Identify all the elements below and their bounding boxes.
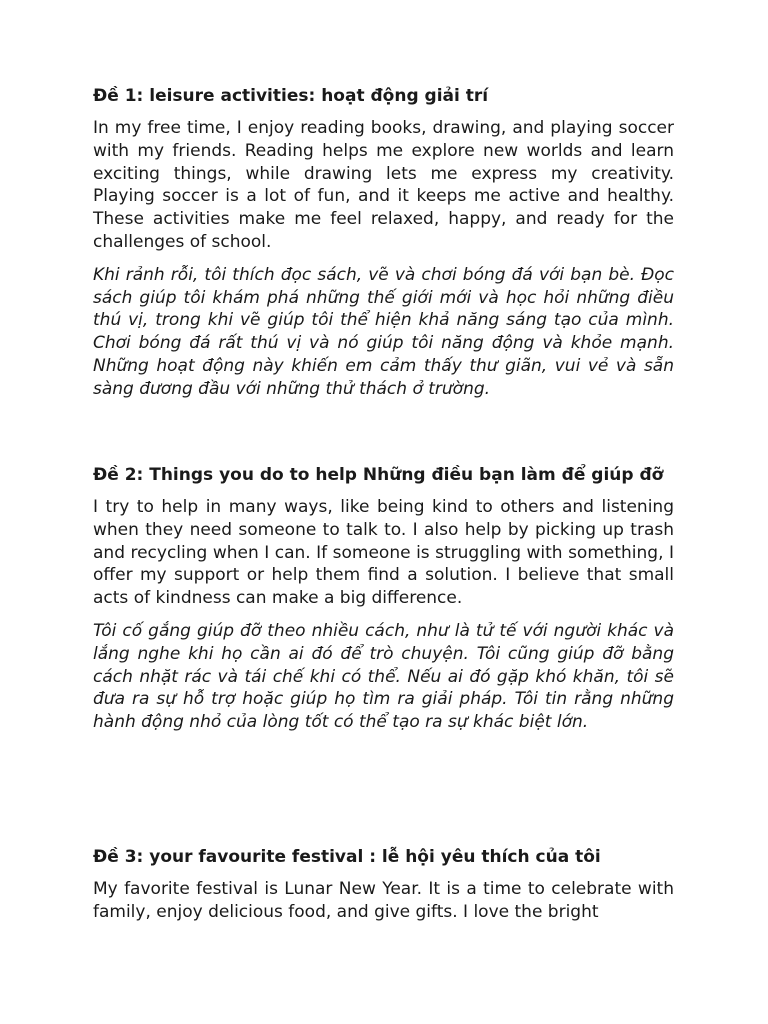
section-1-vietnamese-paragraph: Khi rảnh rỗi, tôi thích đọc sách, vẽ và chơi bóng đá với bạn bè. Đọc sách giúp tôi khám phá những thế giới mới và học hỏi những điều thú vị, trong khi vẽ giúp tôi thể hiện khả năng sáng tạo của mình. Chơi bóng đá rất thú vị và nó giúp tôi năng động và khỏe mạnh. Những hoạt động này khiến em cảm thấy thư giãn, vui vẻ và sẵn sàng đương đầu với những thử thách ở trường. [93,264,674,399]
section-2-vietnamese-paragraph: Tôi cố gắng giúp đỡ theo nhiều cách, như là tử tế với người khác và lắng nghe khi họ cần ai đó để trò chuyện. Tôi cũng giúp đỡ bằng cách nhặt rác và tái chế khi có thể. Nếu ai đó gặp khó khăn, tôi sẽ đưa ra sự hỗ trợ hoặc giúp họ tìm ra giải pháp. Tôi tin rằng những hành động nhỏ của lòng tốt có thể tạo ra sự khác biệt lớn. [93,620,674,733]
section-3-heading: Đề 3: your favourite festival : lễ hội yêu thích của tôi [93,847,601,867]
section-3 [93,846,674,934]
section-1 [93,85,674,401]
section-2-english-paragraph: I try to help in many ways, like being kind to others and listening when they need someone to talk to. I also help by picking up trash and recycling when I can. If someone is struggling with something, I offer my support or help them find a solution. I believe that small acts of kindness can make a big difference. [93,497,674,609]
section-2-heading: Đề 2: Things you do to help Những điều bạn làm để giúp đỡ [93,465,664,485]
section-1-english-paragraph: In my free time, I enjoy reading books, drawing, and playing soccer with my friends. Reading helps me explore new worlds and learn exciting things, while drawing lets me express my creativity. Playing soccer is a lot of fun, and it keeps me active and healthy. These activities make me feel relaxed, happy, and ready for the challenges of school. [93,118,674,252]
document-page [93,85,674,922]
section-1-heading: Đề 1: leisure activities: hoạt động giải trí [93,86,489,106]
section-2 [93,464,674,744]
section-3-english-paragraph: My favorite festival is Lunar New Year. It is a time to celebrate with family, enjoy delicious food, and give gifts. I love the bright [93,879,674,922]
